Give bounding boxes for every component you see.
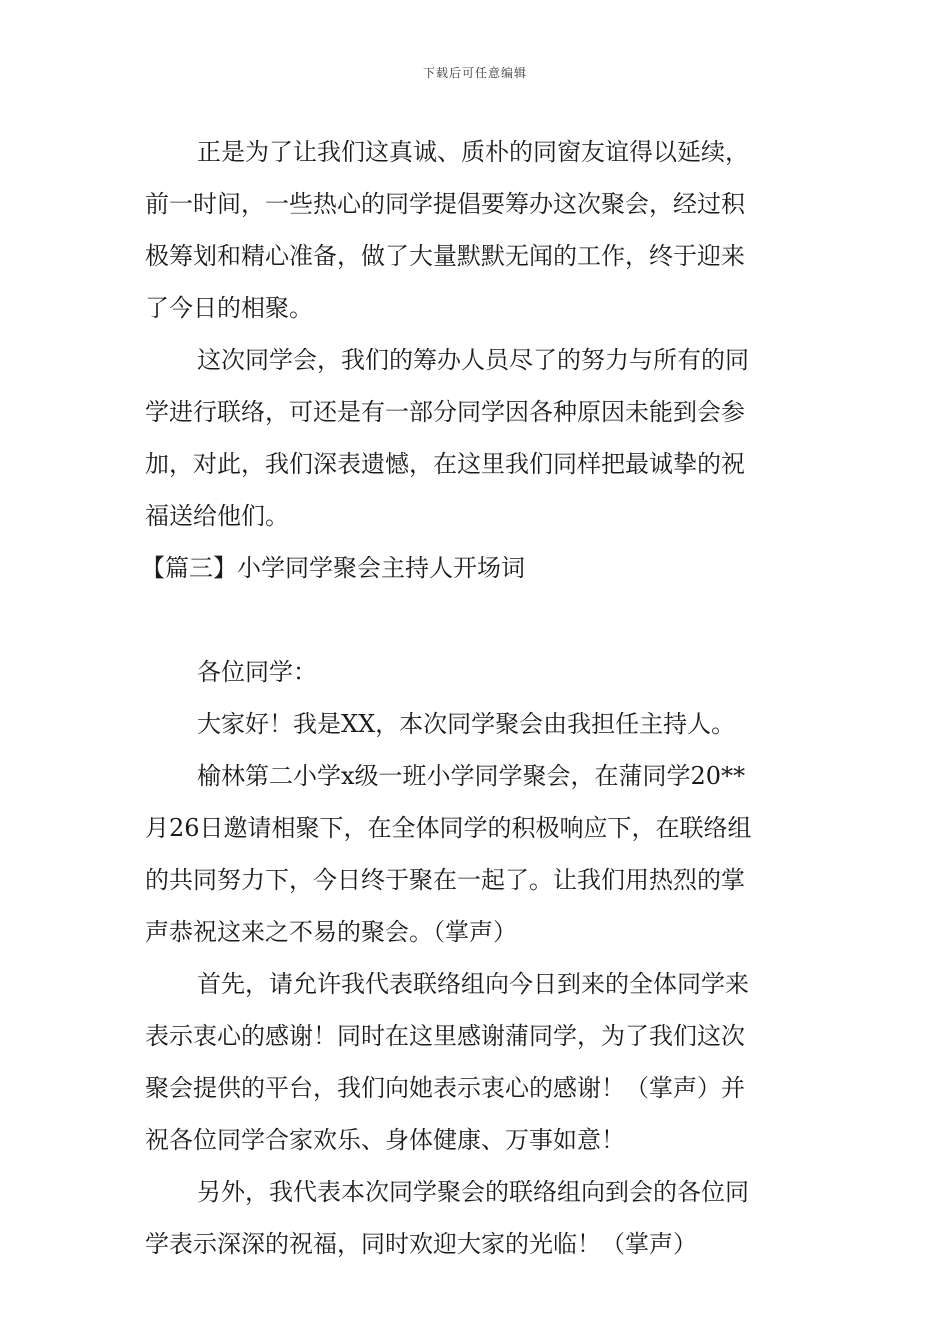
paragraph-line: 的共同努力下，今日终于聚在一起了。让我们用热烈的掌 xyxy=(145,866,745,894)
paragraph-line: 加，对此，我们深表遗憾，在这里我们同样把最诚挚的祝 xyxy=(145,450,745,478)
paragraph-line: 榆林第二小学x级一班小学同学聚会，在蒲同学20** xyxy=(197,762,746,790)
paragraph-line: 学进行联络，可还是有一部分同学因各种原因未能到会参 xyxy=(145,398,745,426)
paragraph-line: 首先，请允许我代表联络组向今日到来的全体同学来 xyxy=(197,970,749,998)
paragraph-line: 极筹划和精心准备，做了大量默默无闻的工作，终于迎来 xyxy=(145,242,745,270)
paragraph-line: 另外，我代表本次同学聚会的联络组向到会的各位同 xyxy=(197,1178,749,1206)
paragraph-line: 正是为了让我们这真诚、质朴的同窗友谊得以延续， xyxy=(197,138,749,166)
document-body xyxy=(141,126,810,1270)
paragraph-line: 福送给他们。 xyxy=(145,502,289,530)
paragraph-line: 聚会提供的平台，我们向她表示衷心的感谢！（掌声）并 xyxy=(145,1074,745,1102)
section-heading: 【篇三】小学同学聚会主持人开场词 xyxy=(141,554,525,582)
paragraph-line: 大家好！我是XX，本次同学聚会由我担任主持人。 xyxy=(197,710,736,738)
paragraph-line: 祝各位同学合家欢乐、身体健康、万事如意！ xyxy=(145,1126,625,1154)
salutation: 各位同学： xyxy=(197,658,317,686)
paragraph-line: 月26日邀请相聚下，在全体同学的积极响应下，在联络组 xyxy=(145,814,752,842)
paragraph-line: 声恭祝这来之不易的聚会。（掌声） xyxy=(145,918,517,946)
paragraph-line: 这次同学会，我们的筹办人员尽了的努力与所有的同 xyxy=(197,346,749,374)
paragraph-line: 前一时间，一些热心的同学提倡要筹办这次聚会，经过积 xyxy=(145,190,745,218)
blank-spacer xyxy=(145,594,810,646)
paragraph-line: 表示衷心的感谢！同时在这里感谢蒲同学，为了我们这次 xyxy=(145,1022,745,1050)
paragraph-line: 学表示深深的祝福，同时欢迎大家的光临！（掌声） xyxy=(145,1230,697,1258)
page-header: 下载后可任意编辑 xyxy=(422,66,527,80)
paragraph-line: 了今日的相聚。 xyxy=(145,294,313,322)
